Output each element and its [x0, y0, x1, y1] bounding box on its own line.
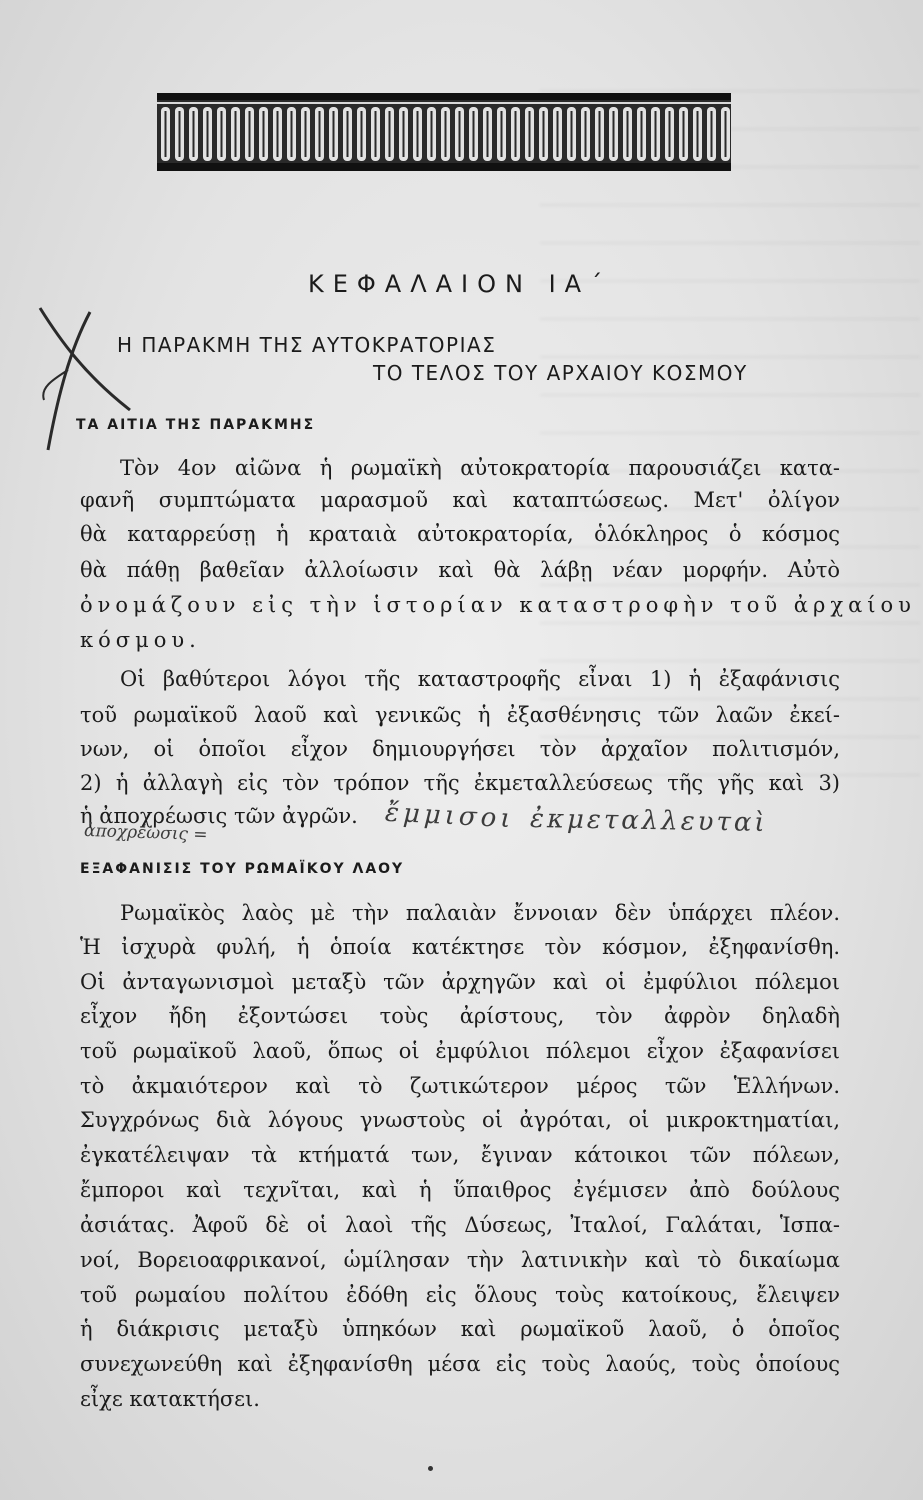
paragraph-line: νων, οἱ ὁποῖοι εἶχον δημιουργήσει τὸν ἀρχαῖον πολιτισμόν, [80, 737, 840, 761]
paragraph-line: Ἡ ἰσχυρὰ φυλή, ἡ ὁποία κατέκτησε τὸν κόσμον, ἐξηφανίσθη. [80, 935, 840, 959]
paragraph-line: Συγχρόνως διὰ λόγους γνωστοὺς οἱ ἀγρόται, οἱ μικροκτηματίαι, [80, 1108, 840, 1132]
paragraph-line: συνεχωνεύθη καὶ ἐξηφανίσθη μέσα εἰς τοὺς λαούς, τοὺς ὁποίους [80, 1352, 840, 1376]
ink-dot [428, 1466, 433, 1471]
paragraph-line: τοῦ ρωμαϊκοῦ λαοῦ, ὅπως οἱ ἐμφύλιοι πόλεμοι εἶχον ἐξαφανίσει [80, 1039, 840, 1063]
paragraph-line: εἶχον ἤδη ἐξοντώσει τοὺς ἀρίστους, τὸν ἀφρὸν δηλαδὴ [80, 1004, 840, 1028]
paragraph-line: θὰ καταρρεύσῃ ἡ κραταιὰ αὐτοκρατορία, ὁλόκληρος ὁ κόσμος [80, 522, 840, 546]
paragraph-line: τοῦ ρωμαϊκοῦ λαοῦ καὶ γενικῶς ἡ ἐξασθένησις τῶν λαῶν ἐκεί- [80, 703, 840, 727]
chapter-subtitle-line1: Η ΠΑΡΑΚΜΗ ΤΗΣ ΑΥΤΟΚΡΑΤΟΡΙΑΣ [117, 333, 497, 357]
chapter-title: ΚΕΦΑΛΑΙΟΝ ΙΑ΄ [308, 270, 612, 298]
chapter-ornament [157, 93, 731, 171]
paragraph-line: ἀσιάτας. Ἀφοῦ δὲ οἱ λαοὶ τῆς Δύσεως, Ἰταλοί, Γαλάται, Ἱσπα- [80, 1213, 840, 1237]
paragraph-line: ἡ ἀποχρέωσις τῶν ἀγρῶν. [80, 804, 358, 828]
paragraph-line: ἐγκατέλειψαν τὰ κτήματά των, ἔγιναν κάτοικοι τῶν πόλεων, [80, 1143, 840, 1167]
chapter-subtitle-line2: ΤΟ ΤΕΛΟΣ ΤΟΥ ΑΡΧΑΙΟΥ ΚΟΣΜΟΥ [373, 361, 748, 385]
section-heading-disappearance: ΕΞΑΦΑΝΙΣΙΣ ΤΟΥ ΡΩΜΑΪΚΟΥ ΛΑΟΥ [80, 861, 405, 877]
paragraph-line: Οἱ βαθύτεροι λόγοι τῆς καταστροφῆς εἶναι 1) ἡ ἐξαφάνισις [120, 667, 840, 691]
paragraph-line: Ρωμαϊκὸς λαὸς μὲ τὴν παλαιὰν ἔννοιαν δὲν ὑπάρχει πλέον. [120, 901, 840, 925]
paragraph-line: 2) ἡ ἀλλαγὴ εἰς τὸν τρόπον τῆς ἐκμεταλλεύσεως τῆς γῆς καὶ 3) [80, 771, 840, 795]
paragraph-line: εἶχε κατακτήσει. [80, 1387, 260, 1411]
handwritten-note-right: ἐκμεταλλευταὶ [529, 803, 768, 839]
paragraph-line: φανῆ συμπτώματα μαρασμοῦ καὶ καταπτώσεως. Μετ' ὀλίγον [80, 488, 840, 512]
paragraph-line: Οἱ ἀνταγωνισμοὶ μεταξὺ τῶν ἀρχηγῶν καὶ οἱ ἐμφύλιοι πόλεμοι [80, 970, 840, 994]
paragraph-line: νοί, Βορειοαφρικανοί, ὡμίλησαν τὴν λατινικὴν καὶ τὸ δικαίωμα [80, 1248, 840, 1272]
handwritten-note-left: ἀποχρέωσις = [83, 820, 208, 846]
paragraph-line: τοῦ ρωμαίου πολίτου ἐδόθη εἰς ὅλους τοὺς κατοίκους, ἔλειψεν [80, 1283, 840, 1307]
paragraph-line: ἡ διάκρισις μεταξὺ ὑπηκόων καὶ ρωμαϊκοῦ λαοῦ, ὁ ὁποῖος [80, 1317, 840, 1341]
paragraph-line: κόσμου. [80, 628, 201, 652]
paragraph-line: ἔμποροι καὶ τεχνῖται, καὶ ἡ ὕπαιθρος ἐγέμισεν ἀπὸ δούλους [80, 1178, 840, 1202]
handwritten-note-middle: ἔμμισοι [384, 797, 516, 835]
section-heading-causes: ΤΑ ΑΙΤΙΑ ΤΗΣ ΠΑΡΑΚΜΗΣ [76, 417, 316, 433]
paragraph-line: τὸ ἀκμαιότερον καὶ τὸ ζωτικώτερον μέρος τῶν Ἑλλήνων. [80, 1074, 840, 1098]
paragraph-line: θὰ πάθῃ βαθεῖαν ἀλλοίωσιν καὶ θὰ λάβῃ νέαν μορφήν. Αὐτὸ [80, 558, 840, 582]
paragraph-line: ὀνομάζουν εἰς τὴν ἱστορίαν καταστροφὴν τοῦ ἀρχαίου [80, 593, 916, 617]
paragraph-line: Τὸν 4ον αἰῶνα ἡ ρωμαϊκὴ αὐτοκρατορία παρουσιάζει κατα- [120, 456, 840, 480]
handwritten-cross-mark [30, 300, 140, 460]
